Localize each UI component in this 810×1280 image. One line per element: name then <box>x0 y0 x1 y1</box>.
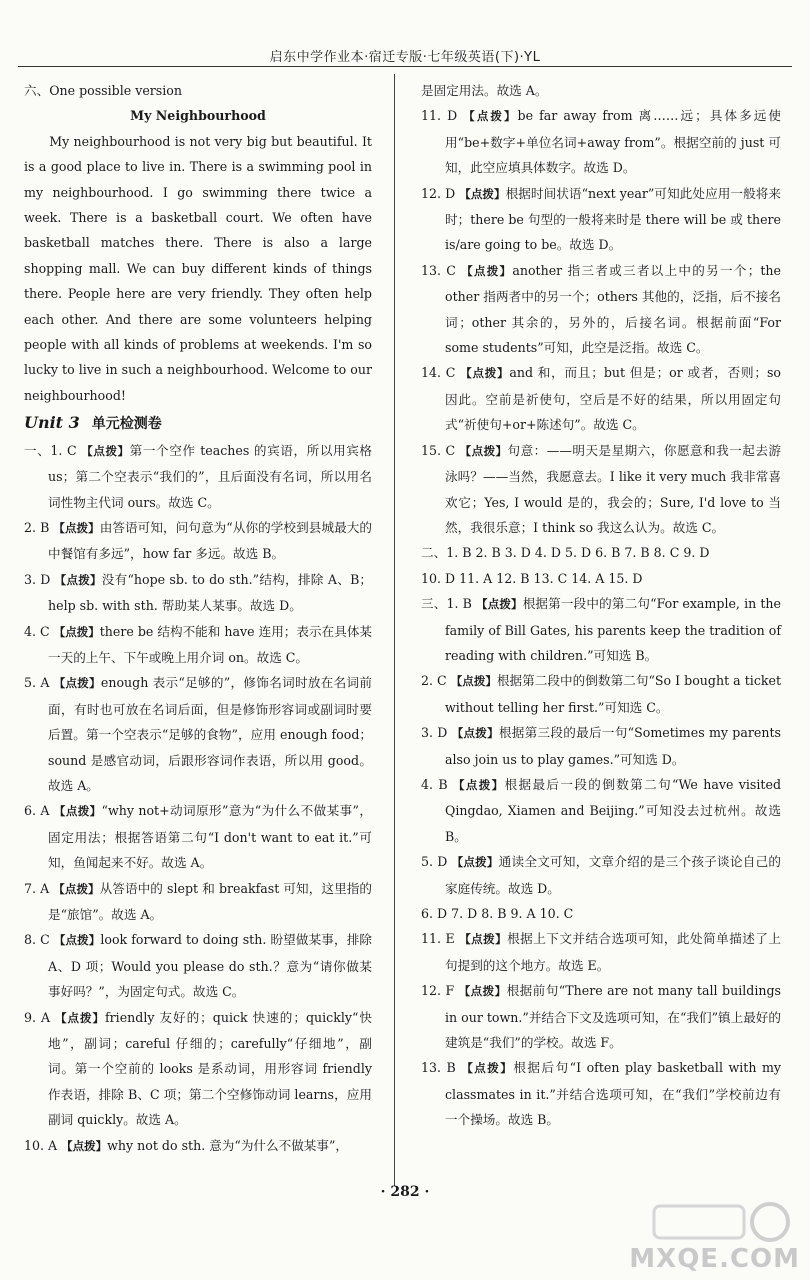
answer-explanation: 从答语中的 slept 和 breakfast 可知，这里指的是“旅馆”。故选 A。 <box>48 880 373 922</box>
answer-item <box>24 619 372 671</box>
answer-item <box>421 772 781 849</box>
answer-explanation: 根据第三段的最后一句“Sometimes my parents also join us to play games.”可知选 D。 <box>445 725 781 767</box>
answer-number: 12. F <box>421 983 455 999</box>
answer-number: 3. D <box>421 725 448 741</box>
answer-item <box>421 360 781 437</box>
answer-item <box>24 876 372 928</box>
answer-explanation: friendly 友好的；quick 快速的；quickly“快地”，副词；careful 仔细的；carefully“仔细地”，副词。第一个空前的 looks 是系动词，用形容词 friendly 作表语，排除 B、C 项；第二个空修饰动词 learns，应用副词 quickly。故选 A。 <box>48 1009 372 1128</box>
answer-explanation: there be 结构不能和 have 连用；表示在具体某一天的上午、下午或晚上用介词 on。故选 C。 <box>48 623 373 665</box>
answer-item <box>421 540 781 565</box>
answer-number: 6. D <box>421 906 448 921</box>
right-column <box>421 78 781 1133</box>
answer-explanation: 根据最后一段的倒数第二句“We have visited Qingdao, Xiamen and Beijing.”可知没去过杭州。故选 B。 <box>445 776 782 844</box>
answer-number: 9. A <box>24 1009 51 1025</box>
answer-explanation: 根据前句“There are not many tall buildings in our town.”并结合下文及选项可知，在“我们”镇上最好的建筑是“我们”的学校。故选 F。 <box>445 983 781 1051</box>
running-header: 启东中学作业本·宿迁专版·七年级英语(下)·YL <box>269 50 541 65</box>
answer-number: 5. A <box>24 675 50 691</box>
hint-tag: 【点拨】 <box>53 676 101 691</box>
left-answer-list <box>24 438 372 1159</box>
hint-tag: 【点拨】 <box>53 881 100 896</box>
hint-tag: 【点拨】 <box>53 520 100 535</box>
answer-number: 二、1. B <box>421 545 472 561</box>
answer-explanation: 根据第二段中的倒数第二句“So I bought a ticket without telling her first.”可知选 C。 <box>445 673 782 715</box>
answer-item <box>421 181 781 258</box>
hint-tag: 【点拨】 <box>54 572 102 587</box>
answer-item <box>421 1055 781 1132</box>
answer-explanation: 由答语可知，问句意为“从你的学校到县城最大的中餐馆有多远”，how far 多远。故选 B。 <box>48 519 372 562</box>
answer-number: 2. C <box>421 673 447 689</box>
answer-number: 13. B <box>421 1060 456 1076</box>
answer-item <box>421 668 781 720</box>
hint-tag: 【点拨】 <box>463 109 518 124</box>
watermark-text: MXQE.COM <box>629 1244 800 1274</box>
answer-explanation: 没有“hope sb. to do sth.”结构，排除 A、B；help sb. with sth. 帮助某人某事。故选 D。 <box>48 571 373 614</box>
answer-explanation: 根据时间状语“next year”可知此处应用一般将来时；there be 句型的一般将来时是 there will be 或 there is/are going to be。故选 D。 <box>445 185 781 253</box>
answer-explanation: 第一个空作 teaches 的宾语，所以用宾格 us；第二个空表示“我们的”，且后面没有名词，所以用名词性物主代词 ours。故选 C。 <box>48 442 373 510</box>
answer-item <box>24 927 372 1004</box>
answer-item <box>421 591 781 668</box>
answer-explanation: why not do sth. 意为“为什么不做某事”， <box>107 1137 349 1153</box>
answer-item <box>24 515 372 567</box>
answer-explanation: 根据后句“I often play basketball with my classmates in it.”并结合选项可知，在“我们”学校前边有一个操场。故选 B。 <box>445 1060 782 1128</box>
answer-number: 15. C <box>421 442 456 458</box>
left-column <box>24 78 372 1159</box>
answer-number: 4. B <box>421 776 448 792</box>
answer-explanation: 2. B 3. D 4. D 5. D 6. B 7. B 8. C 9. D <box>475 545 710 561</box>
answer-number: 5. D <box>421 854 448 870</box>
answer-explanation: 通读全文可知，文章介绍的是三个孩子谈论自己的家庭传统。故选 D。 <box>445 854 782 896</box>
answer-item <box>24 438 372 515</box>
hint-tag: 【点拨】 <box>476 597 523 612</box>
header-rule <box>18 66 792 67</box>
right-answer-list <box>421 78 781 1133</box>
hint-tag: 【点拨】 <box>461 1061 514 1076</box>
hint-tag: 【点拨】 <box>81 443 130 458</box>
hint-tag: 【点拨】 <box>460 366 510 381</box>
hint-tag: 【点拨】 <box>461 263 513 278</box>
answer-item <box>421 926 781 978</box>
answer-number: 4. C <box>24 623 50 639</box>
answer-item <box>421 901 781 926</box>
answer-item <box>421 258 781 361</box>
answer-number: 6. A <box>24 803 50 819</box>
answer-number: 8. C <box>24 932 50 948</box>
answer-explanation: and 和，而且；but 但是；or 或者，否则；so 因此。空前是祈使句，空后是不好的结果，所以用固定句式“祈使句+or+陈述句”。故选 C。 <box>445 365 782 433</box>
answer-number: 11. E <box>421 931 455 947</box>
answer-number: 10. A <box>24 1137 58 1153</box>
answer-item <box>24 1005 372 1133</box>
hint-tag: 【点拨】 <box>453 777 505 792</box>
hint-tag: 【点拨】 <box>53 624 100 639</box>
answer-explanation: 是固定用法。故选 A。 <box>421 83 548 98</box>
hint-tag: 【点拨】 <box>55 1010 105 1025</box>
essay-body <box>24 129 372 408</box>
answer-explanation: “why not+动词原形”意为“为什么不做某事”，固定用法；根据答语第二句“I don't want to eat it.”可知，鱼闻起来不好。故选 A。 <box>48 803 372 871</box>
unit-heading <box>24 410 372 437</box>
answer-explanation: 根据上下文并结合选项可知，此处简单描述了上句提到的这个地方。故选 E。 <box>445 931 781 973</box>
essay-paragraph: My neighbourhood is not very big but beautiful. It is a good place to live in. There is a swimming pool in my neighbourhood. I go swimming there twice a week. There is a basketball court. We often have basketball matches there. There is also a large shopping mall. We can buy different kinds of things there. People here are very friendly. They often help each other. And there are some volunteers helping people with all kinds of problems at weekends. I'm so lucky to live in such a neighbourhood. Welcome to our neighbourhood! <box>24 133 372 403</box>
answer-item <box>421 103 781 180</box>
answer-explanation: another 指三者或三者以上中的另一个；the other 指两者中的另一个；others 其他的，泛指，后不接名词；other 其余的，另外的，后接名词。根据前面“For some students”可知，此空是泛指。故选 C。 <box>445 262 781 356</box>
hint-tag: 【点拨】 <box>450 674 497 689</box>
answer-number: 11. D <box>421 108 458 124</box>
hint-tag: 【点拨】 <box>451 726 499 741</box>
hint-tag: 【点拨】 <box>459 443 508 458</box>
hint-tag: 【点拨】 <box>61 1138 108 1153</box>
answer-item <box>421 849 781 901</box>
unit-title: Unit 3 <box>24 413 80 433</box>
hint-tag: 【点拨】 <box>459 186 506 201</box>
answer-explanation: look forward to doing sth. 盼望做某事，排除 A、D 项；Would you please do sth.？意为“请你做某事好吗？”，为固定句式。故选 C。 <box>48 932 372 1000</box>
answer-explanation: 句意：——明天是星期六，你愿意和我一起去游泳吗？——当然，我愿意去。I like it very much 我非常喜欢它；Yes, I would 是的，我会的；Sure, I'd love to 当然，我很乐意；I think so 我这么认为。故选 C。 <box>445 442 782 535</box>
answer-item <box>421 78 781 103</box>
answer-number: 一、1. C <box>24 442 77 458</box>
column-divider <box>394 74 395 1186</box>
answer-number: 14. C <box>421 365 456 381</box>
hint-tag: 【点拨】 <box>451 855 499 870</box>
answer-item <box>421 720 781 772</box>
answer-item <box>24 1133 372 1159</box>
answer-explanation: 根据第一段中的第二句“For example, in the family of Bill Gates, his parents keep the tradition of reading with children.”可知选 B。 <box>445 596 781 663</box>
answer-explanation: 10. D 11. A 12. B 13. C 14. A 15. D <box>421 570 643 586</box>
answer-explanation: be far away from 离……远；具体多远使用“be+数字+单位名词+away from”。根据空前的 just 可知，此空应填具体数字。故选 D。 <box>445 108 781 176</box>
hint-tag: 【点拨】 <box>53 933 101 948</box>
answer-number: 7. A <box>24 880 50 896</box>
answer-item <box>421 438 781 541</box>
answer-number: 3. D <box>24 571 51 587</box>
answer-number: 2. B <box>24 519 50 535</box>
hint-tag: 【点拨】 <box>459 932 508 947</box>
answer-item <box>24 670 372 798</box>
answer-number: 12. D <box>421 185 456 201</box>
hint-tag: 【点拨】 <box>53 804 102 819</box>
answer-item <box>421 566 781 591</box>
answer-explanation: 7. D 8. B 9. A 10. C <box>451 906 574 921</box>
unit-subtitle: 单元检测卷 <box>91 416 162 433</box>
section6-label: 六、One possible version <box>24 83 182 98</box>
answer-number: 13. C <box>421 262 456 278</box>
answer-item <box>421 978 781 1055</box>
answer-item <box>24 567 372 619</box>
answer-item <box>24 798 372 875</box>
essay-title: My Neighbourhood <box>130 108 266 124</box>
answer-number: 三、1. B <box>421 596 472 612</box>
hint-tag: 【点拨】 <box>458 984 507 999</box>
page-number: · 282 · <box>380 1184 430 1200</box>
answer-explanation: enough 表示“足够的”，修饰名词时放在名词前面，有时也可放在名词后面，但是修饰形容词或副词时要后置。第一个空表示“足够的食物”，应用 enough food；sound 是感官动词，后跟形容词作表语，所以用 good。故选 A。 <box>48 675 373 793</box>
